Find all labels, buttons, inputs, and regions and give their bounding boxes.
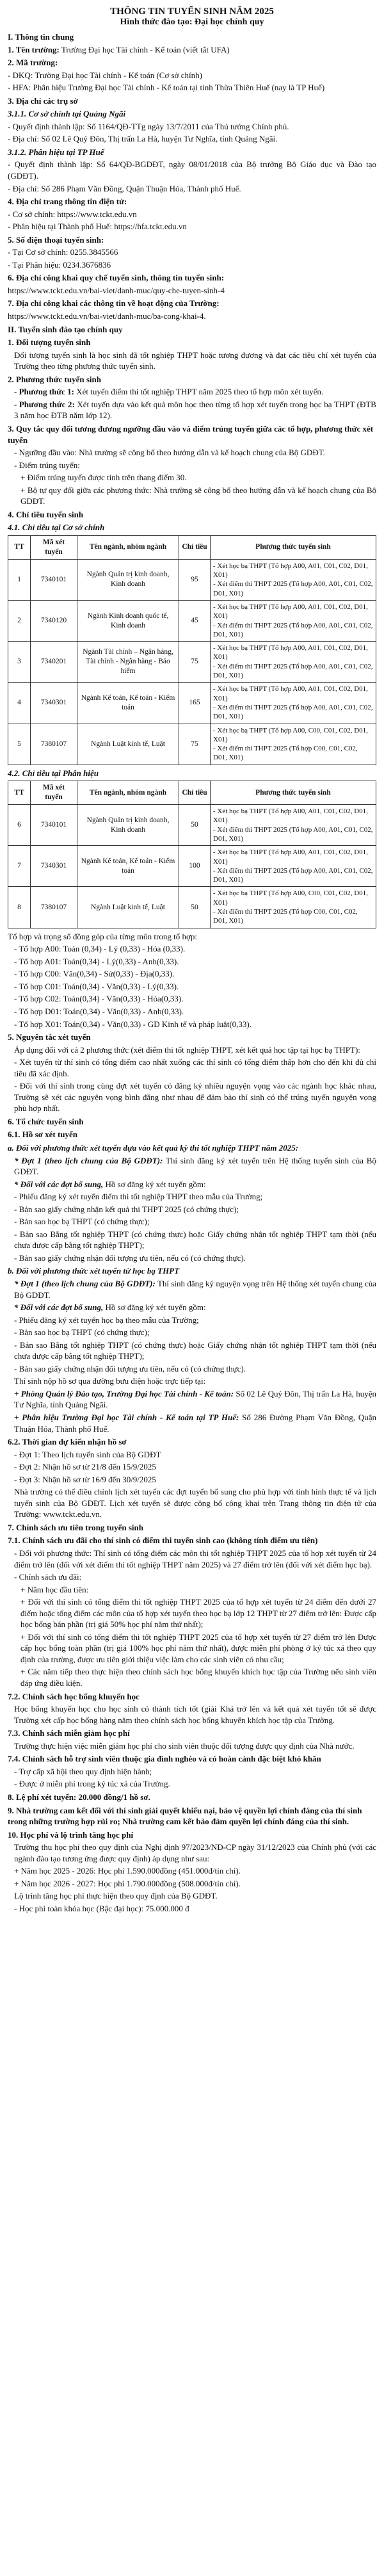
cell-code: 7340120 [31, 600, 77, 641]
priority-text-2: - Chính sách ưu đãi: [14, 1572, 82, 1582]
receive-round2: - Đợt 2: Nhận hồ sơ từ 21/8 đến 15/9/2025 [14, 1462, 156, 1472]
cell-tt: 8 [8, 887, 31, 928]
target-heading: 1. Đối tượng tuyển sinh [8, 337, 91, 348]
priority-text-6: + Các năm tiếp theo thực hiện theo chính sách học bổng khuyến khích học tập của Trường nếu sinh viên đáp ứng điều kiện. [20, 1667, 376, 1689]
table-row [8, 887, 376, 928]
tuition-heading: 10. Học phí và lộ trình tăng học phí [8, 1829, 134, 1840]
priority-text-1: - Đối với phương thức: Thí sinh có tổng điểm các môn thi tốt nghiệp THPT 2025 của tổ hợp xét tuyển từ 24 điểm trở lên (đối với xét điểm thi tốt nghiệp THPT năm 2025) và 27 điểm trở lên (đối với xét điểm học bạ). [14, 1548, 376, 1569]
cell-quota: 95 [179, 559, 211, 600]
cell-name: Ngành Tài chính – Ngân hàng, Tài chính - Ngân hàng - Bảo hiểm [77, 642, 179, 683]
support-text-1: - Trợ cấp xã hội theo quy định hiện hành; [14, 1766, 152, 1776]
threshold-text: - Ngưỡng đầu vào: Nhà trường sẽ công bố theo hướng dẫn và kế hoạch chung của Bộ GDĐT. [14, 448, 325, 458]
cell-quota: 50 [179, 805, 211, 846]
quota-branch-heading: 4.2. Chỉ tiêu tại Phân hiệu [8, 768, 99, 778]
priority-text-5: + Đối với thí sinh có tổng điểm thi tốt nghiệp THPT 2025 của tổ hợp xét tuyển từ 27 điểm trở lên Được cấp học bổng toàn phần (trị giá 100% học phí năm thứ nhất), được miễn phí phòng ở ký túc xá theo quy định của trường, được ưu tiên giới thiệu việc làm cho các sinh viên có nhu cầu; [20, 1632, 376, 1664]
dossier-exam-round2-text: Hồ sơ đăng ký xét tuyển gồm: [103, 1179, 206, 1189]
cell-method: - Xét học bạ THPT (Tổ hợp A00, A01, C01, C02, D01, X01) - Xét điểm thi THPT 2025 (Tổ hợp A00, A01, C01, C02, D01, X01) [211, 805, 376, 846]
cell-method: - Xét học bạ THPT (Tổ hợp A00, A01, C01, C02, D01, X01) - Xét điểm thi THPT 2025 (Tổ hợp A00, A01, C01, C02, D01, X01) [211, 600, 376, 641]
col-quota: Chỉ tiêu [179, 535, 211, 559]
table-row [8, 600, 376, 641]
score-scale: + Điểm trúng tuyển được tính trên thang điểm 30. [20, 473, 187, 483]
principle-heading: 5. Nguyên tắc xét tuyển [8, 1032, 91, 1042]
priority-heading: 7. Chính sách ưu tiên trong tuyển sinh [8, 1522, 144, 1532]
dossier-item: - Bản sao Bằng tốt nghiệp THPT (có chứng thực) hoặc Giấy chứng nhận tốt nghiệp THPT tạm thời (nếu chưa được cấp bằng tốt nghiệp THPT); [14, 1229, 376, 1251]
combo-item: - Tổ hợp A01: Toán(0,34) - Lý(0,33) - Anh(0,33). [14, 956, 179, 966]
organization-heading: 6. Tổ chức tuyển sinh [8, 1116, 84, 1126]
tuition-text-2: + Năm học 2025 - 2026: Học phí 1.590.000đồng (451.000đ/tín chỉ). [14, 1866, 241, 1876]
phone-main: - Tại Cơ sở chính: 0255.3845566 [8, 247, 118, 257]
cell-quota: 100 [179, 846, 211, 887]
cell-name: Ngành Quản trị kinh doanh, Kinh doanh [77, 559, 179, 600]
cell-quota: 75 [179, 642, 211, 683]
cell-code: 7340101 [31, 805, 77, 846]
dossier-item: - Bản sao học bạ THPT (có chứng thực); [14, 1327, 150, 1338]
cell-tt: 2 [8, 600, 31, 641]
school-code-heading: 2. Mã trường: [8, 58, 58, 68]
cell-tt: 5 [8, 724, 31, 765]
cell-code: 7340301 [31, 683, 77, 724]
website-heading: 4. Địa chỉ trang thông tin điện tử: [8, 197, 127, 207]
quota-table-main [8, 535, 376, 765]
col-code: Mã xét tuyển [31, 781, 77, 805]
dossier-item: - Bản sao học bạ THPT (có chứng thực); [14, 1217, 150, 1227]
cell-code: 7340201 [31, 642, 77, 683]
main-campus-decision: - Quyết định thành lập: Số 1164/QĐ-TTg ngày 13/7/2011 của Thủ tướng Chính phủ. [8, 121, 289, 131]
priority-text-4: + Đối với thí sinh có tổng điểm thi tốt nghiệp THPT 2025 của tổ hợp xét tuyển từ 24 điểm đến dưới 27 điểm hoặc tổng điểm các môn của tổ hợp xét tuyển theo học bạ lớp 12 THPT từ 27 điểm trở lên: Được cấp học bổng bán phần (trị giá 50% học phí năm thứ nhất); [20, 1597, 376, 1630]
activity-link[interactable]: https://www.tckt.edu.vn/bai-viet/danh-muc/ba-cong-khai-4. [8, 311, 206, 321]
dossier-item: - Phiếu đăng ký xét tuyển điểm thi tốt nghiệp THPT theo mẫu của Trường; [14, 1192, 263, 1202]
dossier-item: - Phiếu đăng ký xét tuyển học bạ theo mẫu của Trường; [14, 1315, 199, 1325]
table-row [8, 805, 376, 846]
cell-tt: 3 [8, 642, 31, 683]
regulation-link[interactable]: https://www.tckt.edu.vn/bai-viet/danh-muc/quy-che-tuyen-sinh-4 [8, 285, 225, 295]
tuition-text-1: Trường thu học phí theo quy định của Nghị định 97/2023/NĐ-CP ngày 31/12/2023 của Chính phủ (với các ngành đào tạo tương ứng được quy định) áp dụng như sau: [14, 1842, 376, 1863]
dossier-item: - Bản sao giấy chứng nhận kết quả thi THPT 2025 (có chứng thực); [14, 1204, 239, 1214]
quota-heading: 4. Chỉ tiêu tuyển sinh [8, 509, 84, 519]
conversion-heading: 3. Quy tắc quy đổi tương đương ngưỡng đầu vào và điểm trúng tuyển giữa các tổ hợp, phương thức xét tuyển [8, 423, 374, 445]
cell-name: Ngành Luật kinh tế, Luật [77, 724, 179, 765]
receive-heading: 6.2. Thời gian dự kiến nhận hồ sơ [8, 1437, 127, 1447]
quota-table-header-row [8, 781, 376, 805]
table-row [8, 724, 376, 765]
receive-note: Nhà trường có thể điều chỉnh lịch xét tuyển các đợt tuyển bổ sung cho phù hợp với tình hình thực tế và lịch tuyển sinh của Bộ GDĐT. Lịch xét tuyển sẽ được công bố công khai trên Trang thông tin điện tử của Trường: www.tckt.edu.vn. [14, 1487, 376, 1519]
cell-quota: 45 [179, 600, 211, 641]
cell-code: 7380107 [31, 724, 77, 765]
tuition-text-5: - Học phí toàn khóa học (Bậc đại học): 75.000.000 đ [14, 1903, 189, 1913]
activity-url-heading: 7. Địa chỉ công khai các thông tin về hoạt động của Trường: [8, 298, 220, 309]
dossier-transcript-items [8, 1315, 376, 1375]
quota-main-heading: 4.1. Chỉ tiêu tại Cơ sở chính [8, 522, 105, 533]
cell-name: Ngành Quản trị kinh doanh, Kinh doanh [77, 805, 179, 846]
cell-code: 7380107 [31, 887, 77, 928]
dossier-item: - Bản sao Bằng tốt nghiệp THPT (có chứng thực) hoặc Giấy chứng nhận tốt nghiệp THPT tạm thời (nếu chưa được cấp bằng tốt nghiệp THPT); [14, 1340, 376, 1361]
combo-intro: Tổ hợp và trọng số đồng góp của từng môn trong tổ hợp: [8, 931, 197, 941]
school-code-dkq: - DKQ: Trường Đại học Tài chính - Kế toán (Cơ sở chính) [8, 70, 203, 80]
cell-quota: 50 [179, 887, 211, 928]
dossier-transcript-round1 [8, 1278, 376, 1300]
principle-text-2: - Xét tuyển từ thí sinh có tổng điểm cao nhất xuống các thí sinh có tổng điểm thấp hơn cho đến khi đủ chỉ tiêu đã xác định. [14, 1057, 376, 1078]
priority-high-score-heading: 7.1. Chính sách ưu đãi cho thí sinh có điểm thi tuyển sinh cao (không tính điểm ưu tiên) [8, 1535, 318, 1546]
cell-quota: 75 [179, 724, 211, 765]
fee-heading: 8. Lệ phí xét tuyển: 20.000 đồng/1 hồ sơ. [8, 1792, 150, 1802]
dossier-transcript-round2 [8, 1302, 376, 1313]
col-name: Tên ngành, nhóm ngành [77, 535, 179, 559]
submit-main [8, 1388, 376, 1411]
commitment-heading: 9. Nhà trường cam kết đối với thí sinh giải quyết khiếu nại, bảo vệ quyền lợi chính đáng của thí sinh trong những trường hợp rủi ro; Nhà trường cam kết bảo đảm quyền lợi chính đáng của thí sinh. [8, 1805, 362, 1827]
website-main[interactable]: - Cơ sở chính: https://www.tckt.edu.vn [8, 209, 137, 219]
method-1-text: Xét tuyển điểm thi tốt nghiệp THPT năm 2025 theo tổ hợp môn xét tuyển. [74, 387, 324, 397]
dossier-exam-items [8, 1191, 376, 1263]
submit-main-text: Số 02 Lê Quý Đôn, Thị trấn La Hà, huyện Tư Nghĩa, tỉnh Quảng Ngãi. [14, 1388, 377, 1410]
combo-list [8, 943, 376, 1030]
phone-heading: 5. Số điện thoại tuyển sinh: [8, 234, 104, 245]
quota-table-header-row [8, 535, 376, 559]
combo-item: - Tổ hợp C00: Văn(0,34) - Sử(0,33) - Địa(0,33). [14, 969, 175, 979]
combo-item: - Tổ hợp X01: Toán(0,34) - Văn(0,33) - GD Kinh tế và pháp luật(0,33). [14, 1019, 252, 1029]
method-1-label: - Phương thức 1: [14, 387, 74, 397]
dossier-exam-round1 [8, 1155, 376, 1178]
dossier-exam-round1-label: * Đợt 1 (theo lịch chung của Bộ GDĐT): [14, 1155, 163, 1165]
support-text-2: - Được ở miễn phí trong ký túc xá của Trường. [14, 1779, 170, 1789]
cell-method: - Xét học bạ THPT (Tổ hợp A00, A01, C01, C02, D01, X01) - Xét điểm thi THPT 2025 (Tổ hợp A00, A01, C01, C02, D01, X01) [211, 559, 376, 600]
table-row [8, 559, 376, 600]
submit-main-label: + Phòng Quản lý Đào tạo, Trường Đại học Tài chính - Kế toán: [14, 1388, 234, 1398]
combo-item: - Tổ hợp C02: Toán(0,34) - Văn(0,33) - Hóa(0,33). [14, 994, 184, 1004]
principle-text-3: - Đối với thí sinh trong cùng đợt xét tuyển có đăng ký nhiều nguyện vọng vào các ngành học khác nhau, Trường sẽ xét các nguyện vọng bình đẳng như nhau để đảm bảo thí sinh có thể trúng tuyển nguyện vọng phù hợp nhất. [14, 1081, 376, 1114]
cell-name: Ngành Kế toán, Kế toán - Kiểm toán [77, 846, 179, 887]
cell-name: Ngành Kinh doanh quốc tế, Kinh doanh [77, 600, 179, 641]
address-heading: 3. Địa chỉ các trụ sở [8, 95, 78, 106]
dossier-transcript-round2-label: * Đối với các đợt bổ sung, [14, 1302, 104, 1313]
tuition-text-4: Lộ trình tăng học phí thực hiện theo quy định của Bộ GDĐT. [14, 1891, 218, 1901]
combo-item: - Tổ hợp A00: Toán (0,34) - Lý (0,33) - Hóa (0,33). [14, 944, 186, 954]
cell-method: - Xét học bạ THPT (Tổ hợp A00, A01, C01, C02, D01, X01) - Xét điểm thi THPT 2025 (Tổ hợp A00, A01, C01, C02, D01, X01) [211, 683, 376, 724]
dossier-item: - Bản sao giấy chứng nhận đối tượng ưu tiên, nếu có (có chứng thực). [14, 1363, 246, 1373]
priority-text-3: + Năm học đầu tiên: [20, 1584, 89, 1594]
cell-tt: 7 [8, 846, 31, 887]
method-2-label: - Phương thức 2: [14, 399, 75, 409]
method-2-text: Xét tuyển dựa vào kết quả môn học theo từng tổ hợp xét tuyển trong học bạ THPT (ĐTB 3 năm học ĐTB năm lớp 12). [14, 399, 376, 421]
school-name-line [8, 44, 376, 56]
col-tt: TT [8, 535, 31, 559]
fee-waiver-heading: 7.3. Chính sách miễn giảm học phí [8, 1728, 130, 1738]
main-campus-address: - Địa chỉ: Số 02 Lê Quý Đôn, Thị trấn La Hà, huyện Tư Nghĩa, tỉnh Quảng Ngãi. [8, 134, 278, 144]
table-row [8, 846, 376, 887]
branch-heading: 3.1.2. Phân hiệu tại TP Huế [8, 147, 104, 157]
dossier-transcript-round2-text: Hồ sơ đăng ký xét tuyển gồm: [103, 1302, 206, 1313]
cell-tt: 4 [8, 683, 31, 724]
col-quota: Chỉ tiêu [179, 781, 211, 805]
dossier-transcript-heading: b. Đối với phương thức xét tuyển từ học bạ THPT [8, 1266, 180, 1276]
school-name: Trường Đại học Tài chính - Kế toán (viết tắt UFA) [61, 44, 230, 54]
submit-branch-text: Số 286 Đường Phạm Văn Đồng, Quận Thuận Hóa, Thành phố Huế. [14, 1413, 376, 1434]
tuition-text-3: + Năm học 2026 - 2027: Học phí 1.790.000đồng (508.000đ/tín chỉ). [14, 1878, 241, 1888]
col-tt: TT [8, 781, 31, 805]
method-1 [8, 386, 376, 398]
website-branch[interactable]: - Phân hiệu tại Thành phố Huế: https://hfa.tckt.edu.vn [8, 222, 187, 232]
dossier-exam-round2-label: * Đối với các đợt bổ sung, [14, 1179, 104, 1189]
score-conversion: + Bộ tự quy đổi giữa các phương thức: Nhà trường sẽ công bố theo hướng dẫn và kế hoạch chung của Bộ GDĐT. [20, 485, 376, 506]
cell-method: - Xét học bạ THPT (Tổ hợp A00, C00, C01, C02, D01, X01) - Xét điểm thi THPT 2025 (Tổ hợp C00, C01, C02, D01, X01) [211, 887, 376, 928]
dossier-item: - Bản sao giấy chứng nhận đối tượng ưu tiên, nếu có (có chứng thực). [14, 1252, 246, 1263]
dossier-transcript-round1-label: * Đợt 1 (theo lịch chung của Bộ GDĐT): [14, 1278, 156, 1288]
receive-round3: - Đợt 3: Nhận hồ sơ từ 16/9 đến 30/9/2025 [14, 1474, 156, 1484]
cell-method: - Xét học bạ THPT (Tổ hợp A00, C00, C01, C02, D01, X01) - Xét điểm thi THPT 2025 (Tổ hợp C00, C01, C02, D01, X01) [211, 724, 376, 765]
branch-address: - Địa chỉ: Số 286 Phạm Văn Đồng, Quận Thuận Hóa, Thành phố Huế. [8, 183, 241, 193]
regulation-url-heading: 6. Địa chỉ công khai quy chế tuyển sinh, thông tin tuyển sinh: [8, 273, 225, 283]
quota-table-branch [8, 781, 376, 928]
combo-item: - Tổ hợp C01: Toán(0,34) - Văn(0,33) - Lý(0,33). [14, 981, 179, 991]
support-heading: 7.4. Chính sách hỗ trợ sinh viên thuộc gia đình nghèo và có hoàn cảnh đặc biệt khó khăn [8, 1754, 321, 1764]
cell-code: 7340301 [31, 846, 77, 887]
section-heading-admission: II. Tuyển sinh đào tạo chính quy [8, 324, 123, 334]
submit-branch-label: + Phân hiệu Trường Đại học Tài chính - Kế toán tại TP Huế: [14, 1413, 239, 1422]
dossier-transcript-round1-text: Thí sinh đăng ký nguyện vọng trên Hệ thống xét tuyển chung của Bộ GDĐT. [14, 1278, 376, 1300]
page-subtitle: Hình thức đào tạo: Đại học chính quy [120, 17, 264, 27]
scholarship-text: Học bổng khuyến học cho học sinh có thành tích tốt (giải Khá trở lên và kết quả xét tuyển tốt sẽ được Trường xét cấp học bổng hàng năm theo chính sách học bổng khuyến khích học tập của Trường. [14, 1704, 376, 1725]
cell-tt: 6 [8, 805, 31, 846]
dossier-exam-round2 [8, 1179, 376, 1190]
fee-waiver-text: Trường thực hiện việc miễn giảm học phí cho sinh viên thuộc đối tượng được quy định của Nhà nước. [14, 1740, 355, 1751]
cell-method: - Xét học bạ THPT (Tổ hợp A00, A01, C01, C02, D01, X01) - Xét điểm thi THPT 2025 (Tổ hợp A00, A01, C01, C02, D01, X01) [211, 642, 376, 683]
dossier-heading: 6.1. Hồ sơ xét tuyển [8, 1130, 78, 1140]
cell-quota: 165 [179, 683, 211, 724]
branch-decision: - Quyết định thành lập: Số 64/QĐ-BGDĐT, ngày 08/01/2018 của Bộ trưởng Bộ Giáo dục và Đào tạo (GDĐT). [8, 159, 376, 181]
score-heading: - Điểm trúng tuyển: [14, 460, 80, 470]
main-campus-heading: 3.1.1. Cơ sở chính tại Quảng Ngãi [8, 109, 126, 119]
scholarship-heading: 7.2. Chính sách học bổng khuyến học [8, 1691, 140, 1701]
col-method: Phương thức tuyển sinh [211, 535, 376, 559]
submit-branch [8, 1412, 376, 1434]
combo-item: - Tổ hợp D01: Toán(0,34) - Văn(0,33) - Anh(0,33). [14, 1006, 184, 1016]
cell-name: Ngành Kế toán, Kế toán - Kiểm toán [77, 683, 179, 724]
page-title: THÔNG TIN TUYỂN SINH NĂM 2025 [110, 6, 274, 17]
table-row [8, 683, 376, 724]
receive-round1: - Đợt 1: Theo lịch tuyển sinh của Bộ GDĐT [14, 1449, 161, 1459]
submit-intro: Thí sinh nộp hồ sơ qua đường bưu điện hoặc trực tiếp tại: [14, 1376, 206, 1386]
cell-tt: 1 [8, 559, 31, 600]
cell-name: Ngành Luật kinh tế, Luật [77, 887, 179, 928]
section-heading-general: I. Thông tin chung [8, 32, 74, 42]
phone-branch: - Tại Phân hiệu: 0234.3676836 [8, 259, 111, 270]
dossier-exam-round1-text: Thí sinh đăng ký xét tuyển trên Hệ thống tuyển sinh của Bộ GDĐT. [14, 1155, 376, 1177]
target-text: Đối tượng tuyển sinh là học sinh đã tốt nghiệp THPT hoặc tương đương và đạt các tiêu chí xét tuyển của Trường theo từng phương thức tuyển sinh. [14, 350, 376, 371]
col-code: Mã xét tuyển [31, 535, 77, 559]
method-2 [8, 399, 376, 421]
dossier-exam-heading: a. Đối với phương thức xét tuyển dựa vào kết quả kỳ thi tốt nghiệp THPT năm 2025: [8, 1142, 299, 1153]
school-name-label: 1. Tên trường: [8, 44, 60, 54]
cell-code: 7340101 [31, 559, 77, 600]
cell-method: - Xét học bạ THPT (Tổ hợp A00, A01, C01, C02, D01, X01) - Xét điểm thi THPT 2025 (Tổ hợp A00, A01, C01, C02, D01, X01) [211, 846, 376, 887]
school-code-hfa: - HFA: Phân hiệu Trường Đại học Tài chính - Kế toán tại tỉnh Thừa Thiên Huế (nay là TP Huế) [8, 83, 325, 93]
methods-heading: 2. Phương thức tuyển sinh [8, 374, 101, 384]
col-name: Tên ngành, nhóm ngành [77, 781, 179, 805]
col-method: Phương thức tuyển sinh [211, 781, 376, 805]
principle-text-1: Áp dụng đối với cả 2 phương thức (xét điểm thi tốt nghiệp THPT, xét kết quả học tập tại học bạ THPT): [14, 1044, 360, 1055]
table-row [8, 642, 376, 683]
